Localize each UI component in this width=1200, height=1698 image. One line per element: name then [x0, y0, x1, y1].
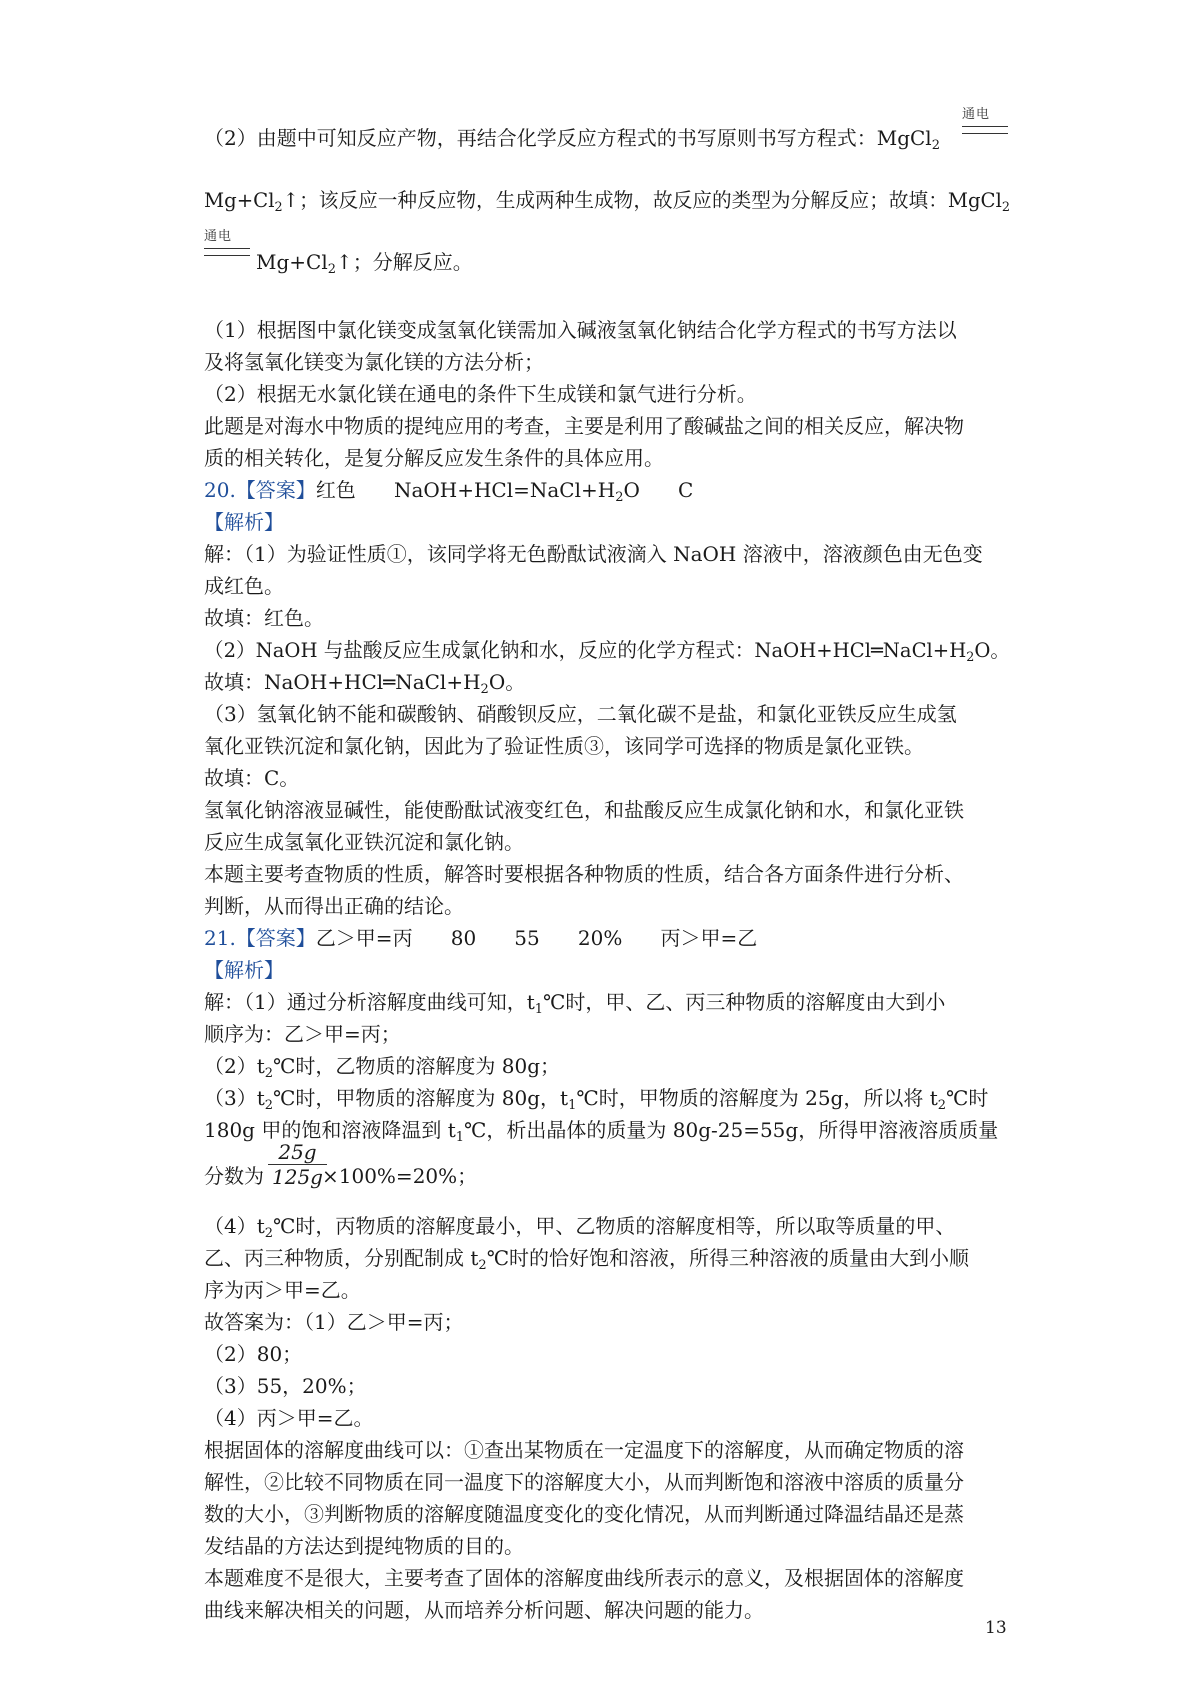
- line-text: 故答案为：（1）乙＞甲=丙；: [204, 1310, 464, 1334]
- subscript: 2: [937, 1098, 947, 1113]
- line-text: （1）根据图中氯化镁变成氢氧化镁需加入碱液氢氧化钠结合化学方程式的书写方法以: [204, 318, 957, 342]
- line-text: 判断，从而得出正确的结论。: [204, 894, 464, 918]
- text-line: [204, 444, 664, 472]
- line-text: （2）80；: [204, 1342, 303, 1366]
- subscript: 1: [534, 1002, 544, 1017]
- answer-label: 20.【答案】: [204, 478, 316, 502]
- line-text: ℃时，乙物质的溶解度为 80g；: [273, 1054, 561, 1078]
- line-text: 180g 甲的饱和溶液降温到 t: [204, 1118, 456, 1142]
- text-line: [204, 1436, 964, 1464]
- text-line: [204, 1020, 401, 1048]
- line-text: 质的相关转化，是复分解反应发生条件的具体应用。: [204, 446, 664, 470]
- line-text: 曲线来解决相关的问题，从而培养分析问题、解决问题的能力。: [204, 1598, 764, 1622]
- subscript: 2: [264, 1066, 274, 1081]
- line-text: 反应生成氢氧化亚铁沉淀和氯化钠。: [204, 830, 524, 854]
- line-text: 故填：NaOH+HCl═NaCl+H: [204, 670, 481, 694]
- text-line: [204, 412, 964, 440]
- text-line: [204, 380, 757, 408]
- text-line: [204, 124, 940, 160]
- line-text: （3）t: [204, 1086, 265, 1110]
- text-line: [204, 860, 964, 888]
- text-line: [204, 316, 957, 344]
- subscript: 2: [264, 1098, 274, 1113]
- line-text: ℃时的恰好饱和溶液，所得三种溶液的质量由大到小顺: [486, 1246, 970, 1270]
- line-text: O C: [623, 478, 694, 502]
- answer-line-21: [204, 924, 757, 952]
- line-text: 顺序为：乙＞甲=丙；: [204, 1022, 401, 1046]
- line-text: ℃时，丙物质的溶解度最小，甲、乙物质的溶解度相等，所以取等质量的甲、: [273, 1214, 956, 1238]
- text-line: [204, 1404, 373, 1432]
- line-text: ℃，析出晶体的质量为 80g-25=55g，所得甲溶液溶质质量: [464, 1118, 999, 1142]
- analysis-heading: [204, 508, 284, 536]
- subscript: 2: [264, 1226, 274, 1241]
- line-text: 乙＞甲=丙 80 55 20% 丙＞甲=乙: [315, 926, 758, 950]
- line-text: 解：（1）通过分析溶解度曲线可知，t: [204, 990, 535, 1014]
- text-line: [204, 764, 299, 792]
- line-text: 【解析】: [204, 958, 284, 982]
- line-text: 解：（1）为验证性质①，该同学将无色酚酞试液滴入 NaOH 溶液中，溶液颜色由无色变: [204, 542, 983, 566]
- answer-label: 21.【答案】: [204, 926, 316, 950]
- text-line: [204, 1532, 524, 1560]
- line-text: 红色 NaOH+HCl=NaCl+H: [315, 478, 616, 502]
- fraction-denominator: 125g: [272, 1165, 323, 1189]
- text-line: [204, 186, 1010, 222]
- line-text: 成红色。: [204, 574, 284, 598]
- line-text: 本题主要考查物质的性质，解答时要根据各种物质的性质，结合各方面条件进行分析、: [204, 862, 964, 886]
- text-line: [204, 572, 284, 600]
- line-text: ℃时，甲、乙、丙三种物质的溶解度由大到小: [543, 990, 946, 1014]
- line-text: （2）t: [204, 1054, 265, 1078]
- text-line: [204, 988, 945, 1024]
- text-line: [204, 1564, 964, 1592]
- line-text: （2）根据无水氯化镁在通电的条件下生成镁和氯气进行分析。: [204, 382, 757, 406]
- line-text: 此题是对海水中物质的提纯应用的考查，主要是利用了酸碱盐之间的相关反应，解决物: [204, 414, 964, 438]
- text-line: [204, 1084, 988, 1120]
- line-text: ×100%=20%；: [322, 1164, 478, 1188]
- text-line: [256, 248, 473, 284]
- line-text: 解性，②比较不同物质在同一温度下的溶解度大小，从而判断饱和溶液中溶质的质量分: [204, 1470, 964, 1494]
- subscript: 1: [568, 1098, 577, 1113]
- line-text: 乙、丙三种物质，分别配制成 t: [204, 1246, 479, 1270]
- equals-bar-top: [204, 248, 250, 249]
- subscript: 1: [455, 1130, 465, 1145]
- text-line: [204, 1162, 264, 1190]
- line-text: 故填：红色。: [204, 606, 324, 630]
- text-line: [204, 1468, 964, 1496]
- line-text: ℃时: [946, 1086, 989, 1110]
- line-text: 故填：C。: [204, 766, 300, 790]
- line-text: 氢氧化钠溶液显碱性，能使酚酞试液变红色，和盐酸反应生成氯化钠和水，和氯化亚铁: [204, 798, 964, 822]
- text-line: [204, 700, 957, 728]
- subscript: 2: [615, 490, 624, 505]
- line-text: （2）NaOH 与盐酸反应生成氯化钠和水，反应的化学方程式：NaOH+HCl═NaCl+H: [204, 638, 967, 662]
- line-text: 数的大小，③判断物质的溶解度随温度变化的变化情况，从而判断通过降温结晶还是蒸: [204, 1502, 964, 1526]
- text-line: [204, 828, 524, 856]
- line-text: （4）丙＞甲=乙。: [204, 1406, 374, 1430]
- line-text: 根据固体的溶解度曲线可以：①查出某物质在一定温度下的溶解度，从而确定物质的溶: [204, 1438, 964, 1462]
- text-line: [204, 796, 964, 824]
- equals-bar-bottom: [962, 133, 1008, 134]
- subscript: 2: [1001, 200, 1011, 215]
- text-line: [204, 1212, 955, 1248]
- line-text: 【解析】: [204, 510, 284, 534]
- subscript: 2: [931, 138, 940, 153]
- equals-bar-top: [962, 126, 1008, 127]
- text-line: [204, 540, 983, 568]
- condition-label: 通电: [204, 229, 233, 244]
- text-line: [204, 1244, 969, 1280]
- line-text: 本题难度不是很大，主要考查了固体的溶解度曲线所表示的意义，及根据固体的溶解度: [204, 1566, 964, 1590]
- text-line: [204, 1052, 560, 1088]
- subscript: 2: [966, 650, 975, 665]
- text-line: [204, 636, 1010, 672]
- line-text: O。: [974, 638, 1011, 662]
- line-text: O。: [488, 670, 526, 694]
- subscript: 2: [327, 262, 337, 277]
- text-line: [204, 892, 464, 920]
- line-text: 氧化亚铁沉淀和氯化钠，因此为了验证性质③，该同学可选择的物质是氯化亚铁。: [204, 734, 924, 758]
- fraction-numerator: 25g: [278, 1140, 317, 1164]
- line-text: （3）氢氧化钠不能和碳酸钠、硝酸钡反应，二氧化碳不是盐，和氯化亚铁反应生成氢: [204, 702, 957, 726]
- line-text: （3）55，20%；: [204, 1374, 367, 1398]
- line-text: ℃时，甲物质的溶解度为 80g，t: [273, 1086, 569, 1110]
- text-line: [204, 1308, 463, 1336]
- subscript: 2: [478, 1258, 487, 1273]
- line-text: 分数为: [204, 1164, 264, 1188]
- page-number: 13: [985, 1618, 1007, 1638]
- line-text: Mg+Cl: [256, 250, 328, 274]
- line-text: ℃时，甲物质的溶解度为 25g，所以将 t: [576, 1086, 938, 1110]
- line-text: 及将氢氧化镁变为氯化镁的方法分析；: [204, 350, 544, 374]
- line-text: Mg+Cl: [204, 188, 275, 212]
- line-text: （2）由题中可知反应产物，再结合化学反应方程式的书写原则书写方程式：MgCl: [204, 126, 932, 150]
- line-text: （4）t: [204, 1214, 265, 1238]
- text-line: [204, 1500, 964, 1528]
- text-line: [204, 1340, 302, 1368]
- reaction-condition-electrolysis: [204, 230, 250, 256]
- equals-bar-bottom: [204, 255, 250, 256]
- reaction-condition-electrolysis: [962, 108, 1008, 134]
- line-text: ↑；该反应一种反应物，生成两种生成物，故反应的类型为分解反应；故填：MgCl: [282, 188, 1002, 212]
- text-line: [204, 348, 544, 376]
- answer-line-20: [204, 476, 693, 512]
- subscript: 2: [274, 200, 283, 215]
- text-line: [204, 1596, 764, 1624]
- text-line: [322, 1162, 477, 1190]
- analysis-heading: [204, 956, 284, 984]
- line-text: 发结晶的方法达到提纯物质的目的。: [204, 1534, 524, 1558]
- text-line: [204, 1276, 361, 1304]
- text-line: [204, 668, 525, 704]
- subscript: 2: [480, 682, 489, 697]
- fraction: [268, 1140, 327, 1189]
- line-text: 序为丙＞甲=乙。: [204, 1278, 361, 1302]
- text-line: [204, 1372, 367, 1400]
- text-line: [204, 732, 924, 760]
- line-text: ↑；分解反应。: [336, 250, 473, 274]
- text-line: [204, 604, 324, 632]
- condition-label: 通电: [962, 107, 991, 122]
